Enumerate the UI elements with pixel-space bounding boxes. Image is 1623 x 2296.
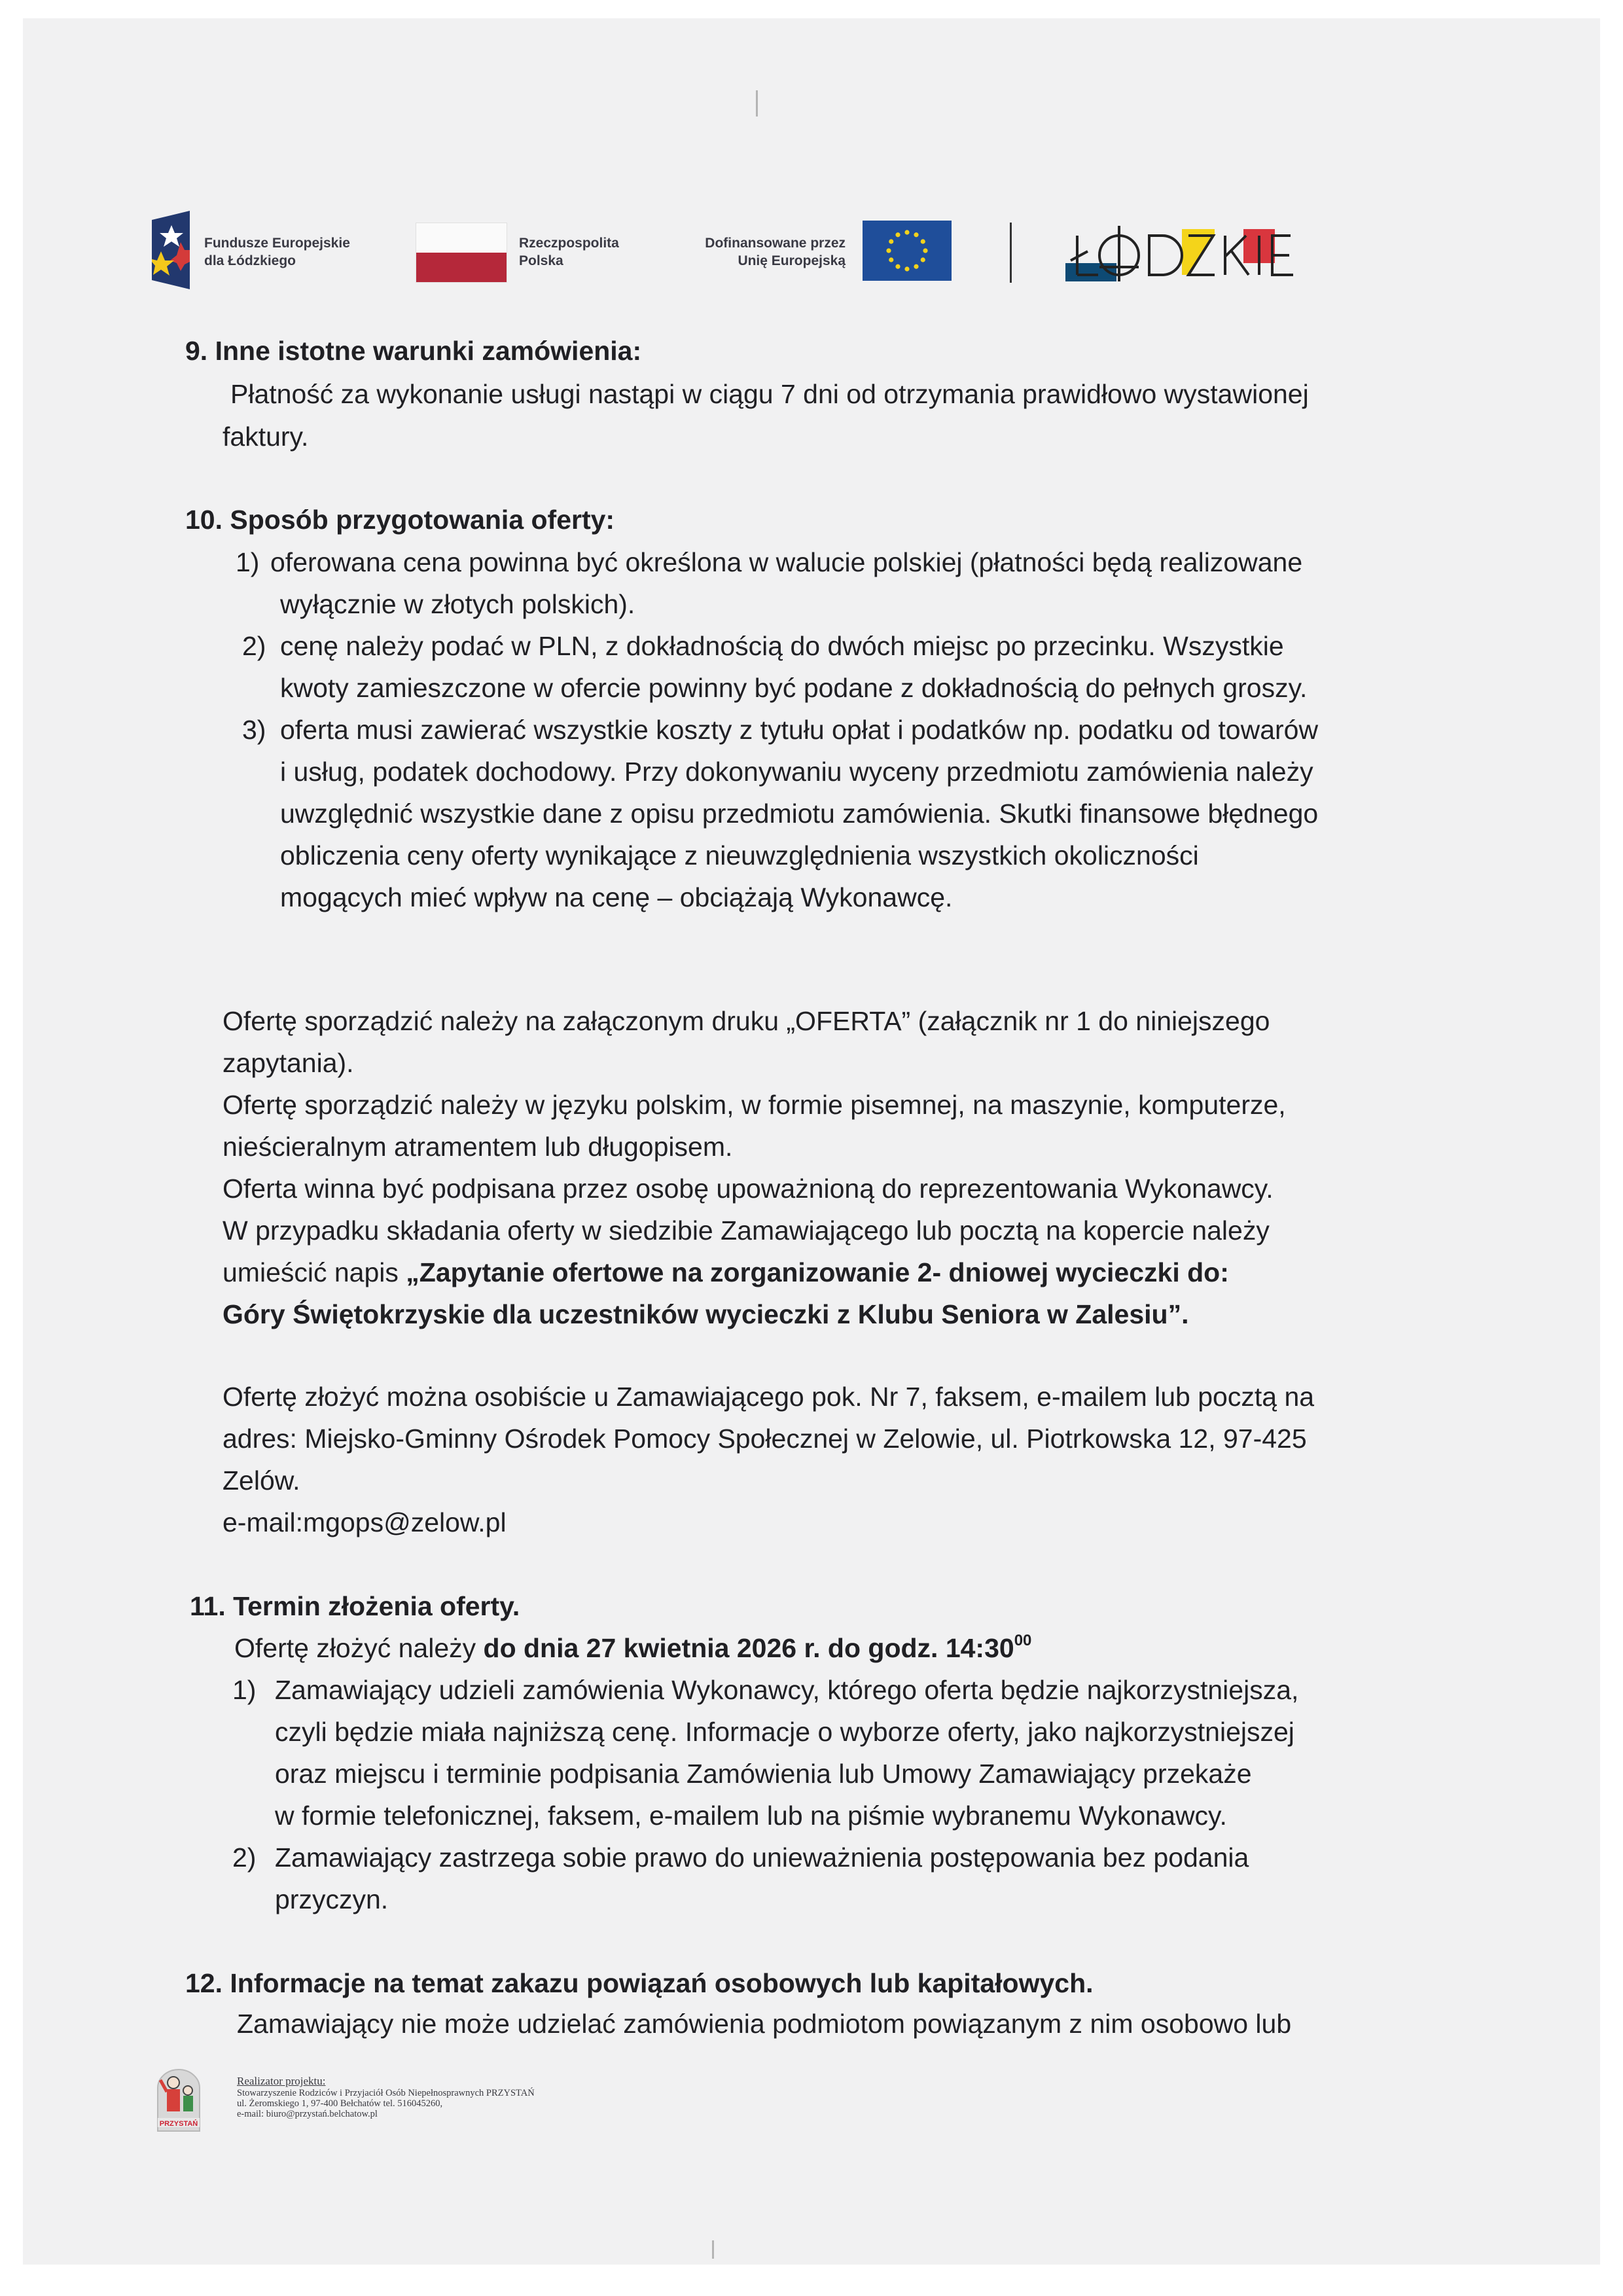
eu-funds-line1: Fundusze Europejskie (204, 236, 350, 251)
eu-star-icon (886, 248, 891, 253)
section-12-heading: 12. Informacje na temat zakazu powiązań osobowych lub kapitałowych. (185, 1968, 1094, 1998)
list-number: 1) (232, 1675, 257, 1705)
section-9-heading: 9. Inne istotne warunki zamówienia: (185, 336, 642, 366)
list-item-line: obliczenia ceny oferty wynikające z nieuwzględnienia wszystkich okoliczności (280, 840, 1199, 870)
eu-cofinanced-text (674, 234, 846, 270)
eu-flag-icon (863, 221, 952, 281)
eu-star-icon (921, 239, 925, 243)
list-item-line: w formie telefonicznej, faksem, e-mailem lub na piśmie wybranemu Wykonawcy. (275, 1801, 1227, 1831)
paragraph-line: adres: Miejsko-Gminny Ośrodek Pomocy Społecznej w Zelowie, ul. Piotrkowska 12, 97-425 (223, 1424, 1307, 1454)
paragraph-line: nieścieralnym atramentem lub długopisem. (223, 1132, 733, 1162)
list-item-line: Zamawiający zastrzega sobie prawo do unieważnienia postępowania bez podania (275, 1842, 1249, 1873)
section-12-text-line: Zamawiający nie może udzielać zamówienia podmiotom powiązanym z nim osobowo lub (237, 2009, 1292, 2039)
envelope-label-bold: „Zapytanie ofertowe na zorganizowanie 2- dniowej wycieczki do: (406, 1257, 1229, 1287)
footer-title: Realizator projektu: (237, 2075, 326, 2087)
list-item-line: oferta musi zawierać wszystkie koszty z tytułu opłat i podatków np. podatku od towarów (280, 715, 1319, 745)
footer-address: ul. Żeromskiego 1, 97-400 Bełchatów tel. 516045260, (237, 2098, 443, 2109)
eu-line2: Unię Europejską (738, 253, 846, 268)
paragraph-line: Ofertę złożyć można osobiście u Zamawiającego pok. Nr 7, faksem, e-mailem lub pocztą na (223, 1382, 1315, 1412)
napis-prefix: umieścić napis (223, 1257, 406, 1287)
paragraph-line: W przypadku składania oferty w siedzibie Zamawiającego lub pocztą na kopercie należy (223, 1215, 1270, 1246)
section-9-text-line: faktury. (223, 422, 309, 452)
list-item-line: oraz miejscu i terminie podpisania Zamówienia lub Umowy Zamawiający przekaże (275, 1759, 1252, 1789)
deadline-date: do dnia 27 kwietnia 2026 r. do godz. 14:30 (483, 1633, 1014, 1663)
eu-star-icon (895, 264, 900, 269)
deadline-line (234, 1632, 1031, 1664)
eu-star-icon (889, 257, 893, 262)
section-10-heading: 10. Sposób przygotowania oferty: (185, 505, 615, 535)
eu-star-icon (904, 230, 909, 234)
list-item-line: mogących mieć wpływ na cenę – obciążają Wykonawcę. (280, 882, 953, 912)
email-link[interactable]: e-mail:mgops@zelow.pl (223, 1507, 507, 1537)
envelope-label-bold: Góry Świętokrzyskie dla uczestników wycieczki z Klubu Seniora w Zalesiu”. (223, 1299, 1189, 1329)
paragraph-line: Ofertę sporządzić należy na załączonym druku „OFERTA” (załącznik nr 1 do niniejszego (223, 1006, 1270, 1036)
scan-artifact (756, 90, 758, 117)
footer-email[interactable]: e-mail: biuro@przystań.belchatow.pl (237, 2109, 378, 2119)
eu-line1: Dofinansowane przez (705, 236, 846, 251)
section-11-heading: 11. Termin złożenia oferty. (190, 1591, 520, 1621)
list-item-line: wyłącznie w złotych polskich). (280, 589, 635, 619)
paragraph-line: zapytania). (223, 1048, 354, 1078)
eu-star-icon (923, 248, 927, 253)
eu-star-icon (889, 239, 893, 243)
envelope-label-line (223, 1257, 1229, 1288)
footer-project-info (237, 2075, 535, 2119)
paragraph-line: Oferta winna być podpisana przez osobę upoważnioną do reprezentowania Wykonawcy. (223, 1174, 1274, 1204)
list-item-line: oferowana cena powinna być określona w walucie polskiej (płatności będą realizowane (270, 547, 1303, 577)
list-number: 1) (236, 547, 260, 577)
list-number: 3) (242, 715, 266, 745)
przystan-logo-label: PRZYSTAŃ (159, 2120, 198, 2128)
eu-funds-line2: dla Łódzkiego (204, 253, 296, 268)
paragraph-line: Ofertę sporządzić należy w języku polskim, w formie pisemnej, na maszynie, komputerze, (223, 1090, 1286, 1120)
deadline-minutes-sup: 00 (1014, 1632, 1032, 1649)
eu-funds-logo-icon (152, 211, 190, 289)
logo-separator (1010, 223, 1012, 283)
list-item-line: uwzględnić wszystkie dane z opisu przedmiotu zamówienia. Skutki finansowe błędnego (280, 798, 1319, 829)
eu-funds-logo-text (204, 234, 350, 270)
list-item-line: kwoty zamieszczone w ofercie powinny być podane z dokładnością do pełnych groszy. (280, 673, 1308, 703)
scan-artifact (712, 2240, 714, 2259)
rp-line2: Polska (519, 253, 563, 268)
section-9-text-line: Płatność za wykonanie usługi nastąpi w ciągu 7 dni od otrzymania prawidłowo wystawionej (230, 379, 1309, 409)
list-item-line: cenę należy podać w PLN, z dokładnością do dwóch miejsc po przecinku. Wszystkie (280, 631, 1284, 661)
eu-star-icon (914, 232, 918, 237)
list-item-line: czyli będzie miała najniższą cenę. Informacje o wyborze oferty, jako najkorzystniejszej (275, 1717, 1294, 1747)
eu-star-icon (895, 232, 900, 237)
przystan-logo-icon (155, 2068, 202, 2134)
lodzkie-region-logo-icon (1065, 223, 1308, 283)
polish-republic-logo-text (519, 234, 619, 270)
rp-line1: Rzeczpospolita (519, 236, 619, 251)
list-number: 2) (232, 1842, 257, 1873)
list-item-line: przyczyn. (275, 1884, 389, 1914)
list-item-line: i usług, podatek dochodowy. Przy dokonywaniu wyceny przedmiotu zamówienia należy (280, 757, 1313, 787)
eu-star-icon (914, 264, 918, 269)
footer-organization: Stowarzyszenie Rodziców i Przyjaciół Osób Niepełnosprawnych PRZYSTAŃ (237, 2088, 535, 2098)
polish-flag-icon (416, 223, 507, 283)
list-number: 2) (242, 631, 266, 661)
eu-star-icon (904, 266, 909, 271)
paragraph-line: Zelów. (223, 1465, 300, 1496)
list-item-line: Zamawiający udzieli zamówienia Wykonawcy, którego oferta będzie najkorzystniejsza, (275, 1675, 1299, 1705)
eu-star-icon (921, 257, 925, 262)
deadline-prefix: Ofertę złożyć należy (234, 1633, 484, 1663)
